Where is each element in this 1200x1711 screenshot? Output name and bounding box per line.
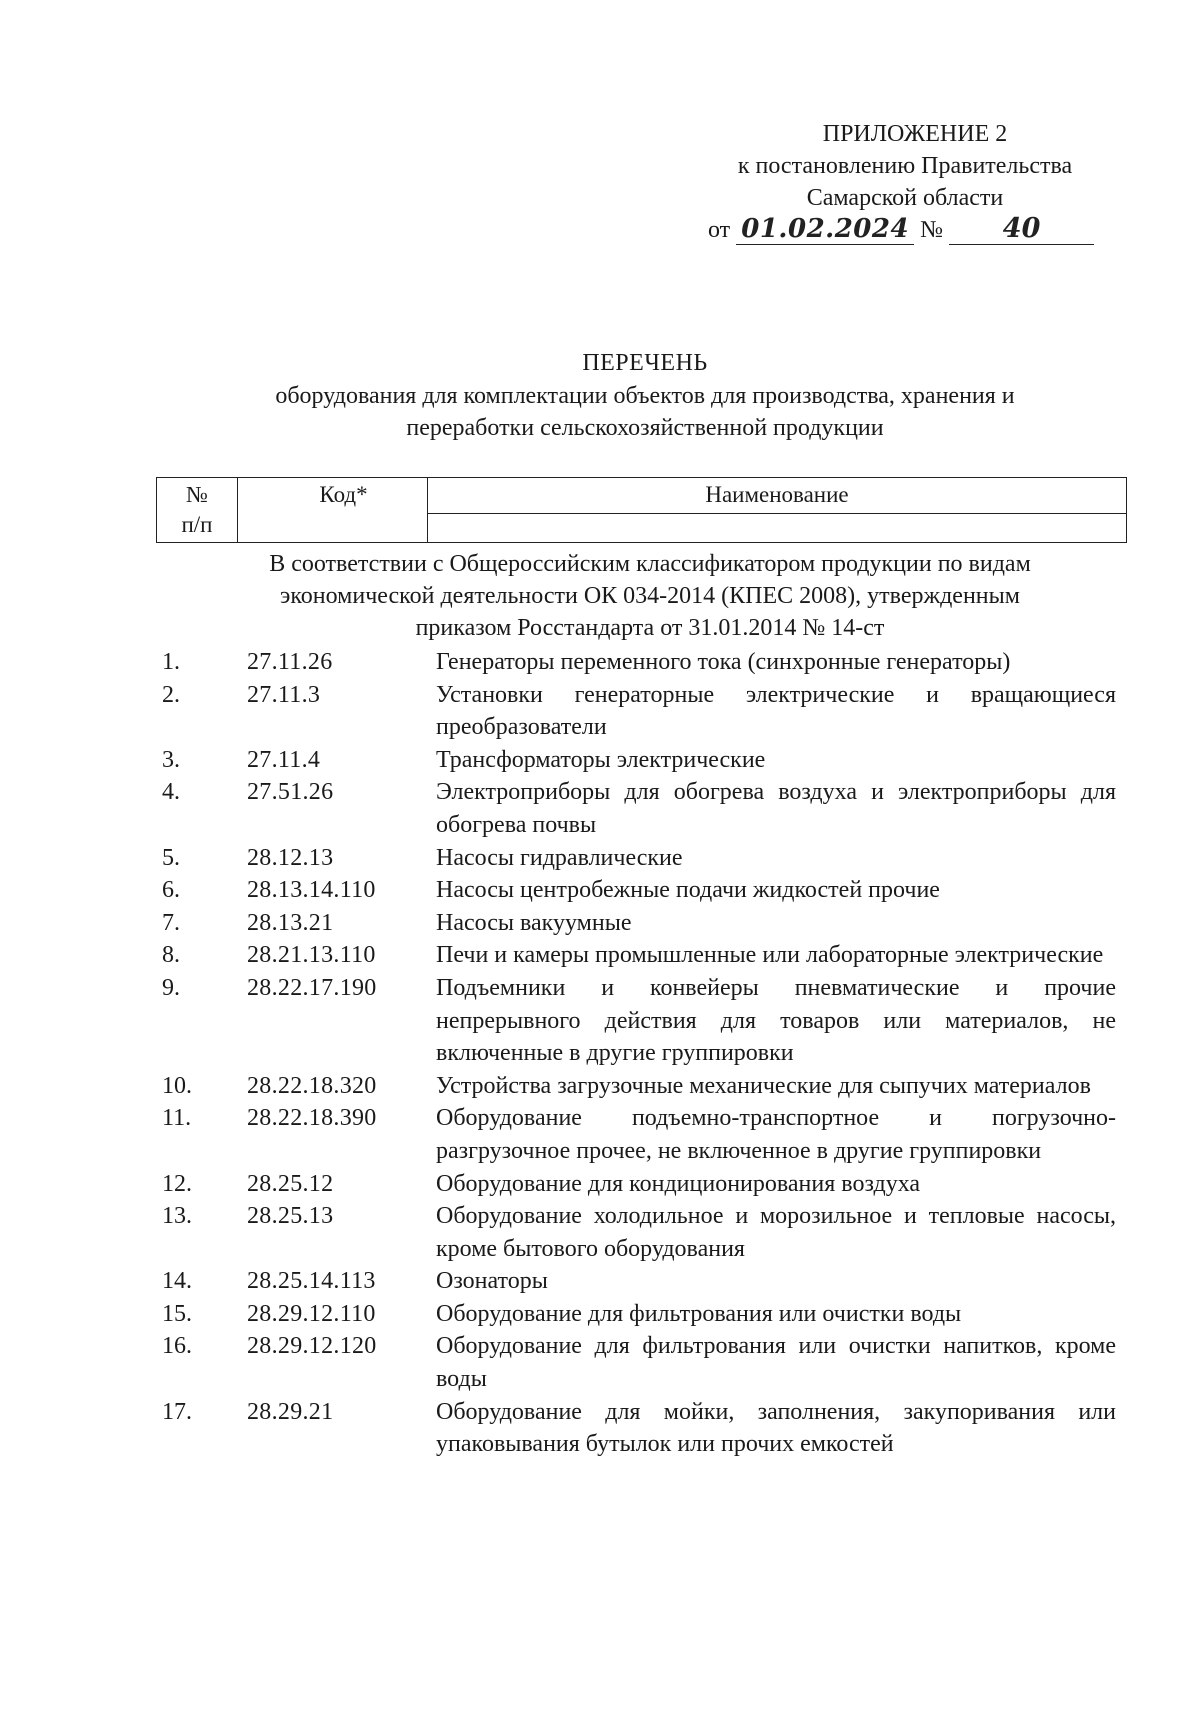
item-number: 16. xyxy=(162,1333,192,1360)
list-item xyxy=(0,1265,1200,1298)
item-name: Оборудование для мойки, заполнения, закупоривания или упаковывания бутылок или прочих емкостей xyxy=(436,1398,1116,1458)
item-number: 3. xyxy=(162,746,180,773)
list-item xyxy=(0,776,1200,841)
list-item xyxy=(0,744,1200,777)
date-prefix: от xyxy=(708,217,731,243)
item-code: 28.22.18.320 xyxy=(247,1072,377,1099)
item-name: Насосы центробежные подачи жидкостей прочие xyxy=(436,877,940,904)
item-name: Установки генераторные электрические и вращающиеся преобразователи xyxy=(436,681,1116,741)
item-name: Озонаторы xyxy=(436,1268,548,1295)
item-name: Трансформаторы электрические xyxy=(436,746,766,773)
item-name: Генераторы переменного тока (синхронные генераторы) xyxy=(436,649,1011,675)
item-name: Насосы гидравлические xyxy=(436,844,683,871)
item-number: 12. xyxy=(162,1170,192,1197)
item-code: 28.25.13 xyxy=(247,1203,334,1230)
item-code: 27.11.4 xyxy=(247,746,321,773)
item-code: 28.21.13.110 xyxy=(247,942,376,969)
item-number: 6. xyxy=(162,877,180,904)
item-number: 7. xyxy=(162,909,180,936)
item-number: 15. xyxy=(162,1300,192,1327)
item-code: 28.13.14.110 xyxy=(247,877,376,904)
header-number-sign: № xyxy=(186,482,208,507)
list-item xyxy=(0,1396,1200,1461)
item-name: Печи и камеры промышленные или лабораторные электрические xyxy=(436,942,1104,969)
item-code: 28.22.18.390 xyxy=(247,1105,377,1132)
item-name: Оборудование для фильтрования или очистки воды xyxy=(436,1300,962,1327)
item-number: 14. xyxy=(162,1268,192,1295)
list-item xyxy=(0,972,1200,1070)
heading-title: ПЕРЕЧЕНЬ xyxy=(582,350,708,376)
list-item xyxy=(0,907,1200,940)
item-number: 17. xyxy=(162,1398,192,1425)
annex-title: ПРИЛОЖЕНИЕ 2 xyxy=(822,121,1008,147)
table-header xyxy=(156,477,1127,543)
annex-line-3: Самарской области xyxy=(806,185,1004,211)
list-item xyxy=(0,679,1200,744)
list-item xyxy=(0,1330,1200,1395)
handwritten-number: 40 xyxy=(949,214,1094,245)
section-note-line-2: экономической деятельности ОК 034-2014 (КПЕС 2008), утвержденным xyxy=(280,583,1020,609)
header-col-number xyxy=(157,478,238,542)
list-item xyxy=(0,842,1200,875)
item-name: Устройства загрузочные механические для сыпучих материалов xyxy=(436,1072,1091,1099)
item-number: 5. xyxy=(162,844,180,871)
item-code: 28.22.17.190 xyxy=(247,974,377,1001)
list-item xyxy=(0,646,1200,679)
item-code: 28.29.12.110 xyxy=(247,1300,376,1327)
item-name: Электроприборы для обогрева воздуха и электроприборы для обогрева почвы xyxy=(436,779,1116,838)
document-heading xyxy=(150,346,1140,444)
handwritten-date: 01.02.2024 xyxy=(736,214,914,245)
number-prefix: № xyxy=(920,217,944,243)
header-code-label: Код* xyxy=(319,482,368,507)
item-name: Оборудование для фильтрования или очистки напитков, кроме воды xyxy=(436,1333,1116,1393)
item-number: 4. xyxy=(162,779,180,806)
item-name: Оборудование для кондиционирования воздуха xyxy=(436,1170,921,1197)
item-name: Оборудование холодильное и морозильное и тепловые насосы, кроме бытового оборудования xyxy=(436,1203,1116,1262)
item-code: 28.25.14.113 xyxy=(247,1268,376,1295)
list-item xyxy=(0,939,1200,972)
equipment-list xyxy=(0,646,1200,1461)
item-name: Насосы вакуумные xyxy=(436,909,632,936)
list-item xyxy=(0,874,1200,907)
item-number: 9. xyxy=(162,974,180,1001)
item-number: 11. xyxy=(162,1105,192,1132)
item-number: 13. xyxy=(162,1203,192,1230)
item-number: 2. xyxy=(162,681,180,708)
list-item xyxy=(0,1298,1200,1331)
header-pp: п/п xyxy=(181,512,213,537)
annex-block xyxy=(690,118,1120,244)
list-item xyxy=(0,1200,1200,1265)
list-item xyxy=(0,1102,1200,1167)
header-col-name: Наименование xyxy=(428,478,1126,514)
item-code: 27.11.26 xyxy=(247,649,333,675)
item-name: Оборудование подъемно-транспортное и погрузочно-разгрузочное прочее, не включенное в другие группировки xyxy=(436,1105,1116,1164)
header-col-code xyxy=(238,478,428,542)
section-note-line-1: В соответствии с Общероссийским классификатором продукции по видам xyxy=(269,551,1031,577)
item-name: Подъемники и конвейеры пневматические и прочие непрерывного действия для товаров или материалов, не включенные в другие группировки xyxy=(436,974,1116,1067)
item-code: 28.12.13 xyxy=(247,844,334,871)
item-code: 28.29.21 xyxy=(247,1398,334,1425)
item-number: 1. xyxy=(162,649,180,675)
list-item xyxy=(0,1168,1200,1201)
section-note xyxy=(170,548,1130,644)
item-number: 10. xyxy=(162,1072,192,1099)
item-number: 8. xyxy=(162,942,180,969)
item-code: 28.25.12 xyxy=(247,1170,334,1197)
item-code: 28.29.12.120 xyxy=(247,1333,377,1360)
item-code: 27.51.26 xyxy=(247,779,334,806)
annex-date-line xyxy=(708,214,1094,245)
item-code: 28.13.21 xyxy=(247,909,334,936)
section-note-line-3: приказом Росстандарта от 31.01.2014 № 14-ст xyxy=(415,615,885,641)
item-code: 27.11.3 xyxy=(247,681,321,708)
annex-line-2: к постановлению Правительства xyxy=(737,153,1073,179)
heading-subtitle-line-2: переработки сельскохозяйственной продукции xyxy=(406,415,884,441)
list-item xyxy=(0,1070,1200,1103)
heading-subtitle-line-1: оборудования для комплектации объектов для производства, хранения и xyxy=(275,383,1015,409)
